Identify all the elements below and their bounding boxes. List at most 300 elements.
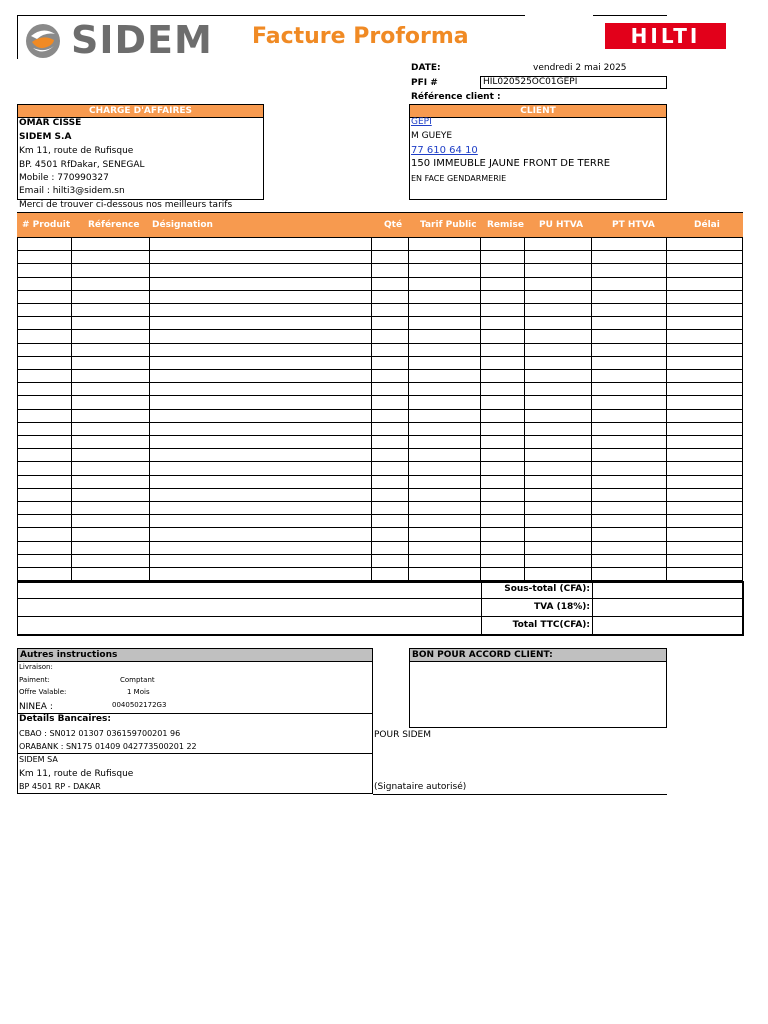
table-cell[interactable] <box>525 291 592 304</box>
table-cell[interactable] <box>667 476 743 489</box>
table-cell[interactable] <box>150 436 372 449</box>
table-cell[interactable] <box>150 568 372 581</box>
client-address1: 150 IMMEUBLE JAUNE FRONT DE TERRE <box>411 158 611 169</box>
table-cell[interactable] <box>72 357 150 370</box>
intro-text: Merci de trouver ci-dessous nos meilleurs tarifs <box>19 200 233 210</box>
table-cell[interactable] <box>592 436 667 449</box>
livraison-label: Livraison: <box>19 663 53 671</box>
table-cell[interactable] <box>525 396 592 409</box>
table-cell[interactable] <box>592 383 667 396</box>
table-cell[interactable] <box>409 383 481 396</box>
table-cell[interactable] <box>409 304 481 317</box>
table-cell[interactable] <box>525 383 592 396</box>
table-cell[interactable] <box>409 357 481 370</box>
table-cell[interactable] <box>72 449 150 462</box>
footer-address: Km 11, route de Rufisque <box>19 769 134 779</box>
charge-bp: BP. 4501 RfDakar, SENEGAL <box>19 160 145 170</box>
table-cell[interactable] <box>592 264 667 277</box>
table-cell[interactable] <box>409 278 481 291</box>
sidem-logo <box>23 18 233 62</box>
table-cell[interactable] <box>72 304 150 317</box>
table-cell[interactable] <box>372 264 409 277</box>
table-cell[interactable] <box>525 449 592 462</box>
table-cell[interactable] <box>525 568 592 581</box>
table-cell[interactable] <box>72 344 150 357</box>
table-cell[interactable] <box>592 251 667 264</box>
table-cell[interactable] <box>481 555 525 568</box>
table-row <box>17 542 743 555</box>
table-cell[interactable] <box>525 238 592 251</box>
table-cell[interactable] <box>525 370 592 383</box>
table-cell[interactable] <box>17 317 72 330</box>
table-cell[interactable] <box>372 344 409 357</box>
table-row <box>17 238 743 251</box>
table-cell[interactable] <box>525 462 592 475</box>
table-cell[interactable] <box>372 528 409 541</box>
signataire-label: (Signataire autorisé) <box>374 782 467 792</box>
table-cell[interactable] <box>525 555 592 568</box>
table-cell[interactable] <box>667 423 743 436</box>
table-cell[interactable] <box>667 291 743 304</box>
table-cell[interactable] <box>150 357 372 370</box>
table-cell[interactable] <box>667 515 743 528</box>
table-cell[interactable] <box>72 370 150 383</box>
table-cell[interactable] <box>150 238 372 251</box>
client-header: CLIENT <box>409 104 667 118</box>
table-cell[interactable] <box>372 383 409 396</box>
hilti-logo <box>605 23 726 49</box>
table-cell[interactable] <box>667 264 743 277</box>
table-cell[interactable] <box>592 476 667 489</box>
table-cell[interactable] <box>409 568 481 581</box>
table-cell[interactable] <box>409 396 481 409</box>
table-row <box>17 436 743 449</box>
table-cell[interactable] <box>592 410 667 423</box>
table-cell[interactable] <box>150 330 372 343</box>
col-header-pt-htva: PT HTVA <box>612 220 655 230</box>
client-name-link[interactable]: GEPI <box>411 117 432 127</box>
table-cell[interactable] <box>481 423 525 436</box>
table-cell[interactable] <box>525 476 592 489</box>
date-value: vendredi 2 mai 2025 <box>533 63 627 73</box>
table-cell[interactable] <box>150 555 372 568</box>
table-cell[interactable] <box>150 410 372 423</box>
table-cell[interactable] <box>481 542 525 555</box>
table-row <box>17 489 743 502</box>
table-cell[interactable] <box>481 264 525 277</box>
table-cell[interactable] <box>481 410 525 423</box>
table-cell[interactable] <box>17 396 72 409</box>
table-cell[interactable] <box>525 264 592 277</box>
table-cell[interactable] <box>372 278 409 291</box>
table-cell[interactable] <box>409 317 481 330</box>
bank-orabank: ORABANK : SN175 01409 042773500201 22 <box>19 742 197 751</box>
table-cell[interactable] <box>592 291 667 304</box>
table-cell[interactable] <box>17 542 72 555</box>
table-cell[interactable] <box>409 410 481 423</box>
table-cell[interactable] <box>409 542 481 555</box>
table-cell[interactable] <box>481 436 525 449</box>
table-cell[interactable] <box>481 304 525 317</box>
table-cell[interactable] <box>409 344 481 357</box>
table-row <box>17 476 743 489</box>
table-row <box>17 449 743 462</box>
table-cell[interactable] <box>592 555 667 568</box>
table-cell[interactable] <box>592 515 667 528</box>
table-cell[interactable] <box>592 502 667 515</box>
table-cell[interactable] <box>592 330 667 343</box>
table-cell[interactable] <box>72 555 150 568</box>
table-cell[interactable] <box>372 304 409 317</box>
offre-value: 1 Mois <box>127 688 150 696</box>
table-cell[interactable] <box>17 291 72 304</box>
table-cell[interactable] <box>525 502 592 515</box>
table-cell[interactable] <box>17 304 72 317</box>
col-header-designation: Désignation <box>152 220 213 230</box>
table-cell[interactable] <box>17 251 72 264</box>
hilti-logo-text: HILTI <box>630 24 701 48</box>
table-cell[interactable] <box>372 330 409 343</box>
table-cell[interactable] <box>667 555 743 568</box>
table-cell[interactable] <box>409 264 481 277</box>
table-cell[interactable] <box>409 291 481 304</box>
table-cell[interactable] <box>372 542 409 555</box>
table-cell[interactable] <box>17 555 72 568</box>
sidem-logo-text: SIDEM <box>71 18 213 62</box>
table-cell[interactable] <box>525 528 592 541</box>
table-cell[interactable] <box>372 357 409 370</box>
table-row <box>17 383 743 396</box>
table-cell[interactable] <box>667 542 743 555</box>
pfi-field[interactable] <box>480 76 667 89</box>
table-cell[interactable] <box>409 476 481 489</box>
table-cell[interactable] <box>372 436 409 449</box>
table-cell[interactable] <box>481 317 525 330</box>
table-cell[interactable] <box>592 396 667 409</box>
table-cell[interactable] <box>372 423 409 436</box>
table-cell[interactable] <box>667 357 743 370</box>
table-cell[interactable] <box>525 251 592 264</box>
date-label: DATE: <box>411 63 441 73</box>
table-cell[interactable] <box>667 370 743 383</box>
table-cell[interactable] <box>17 410 72 423</box>
table-cell[interactable] <box>150 502 372 515</box>
table-cell[interactable] <box>72 436 150 449</box>
table-row <box>17 423 743 436</box>
table-cell[interactable] <box>72 264 150 277</box>
pour-sidem-label: POUR SIDEM <box>374 730 431 740</box>
col-header-delai: Délai <box>694 220 720 230</box>
table-cell[interactable] <box>481 291 525 304</box>
table-cell[interactable] <box>17 330 72 343</box>
table-cell[interactable] <box>17 264 72 277</box>
table-cell[interactable] <box>72 515 150 528</box>
table-cell[interactable] <box>72 410 150 423</box>
table-cell[interactable] <box>592 528 667 541</box>
total-ttc-label: Total TTC(CFA): <box>512 620 590 630</box>
ninea-label: NINEA : <box>19 702 53 712</box>
bank-cbao: CBAO : SN012 01307 036159700201 96 <box>19 729 181 738</box>
table-cell[interactable] <box>17 238 72 251</box>
table-cell[interactable] <box>409 462 481 475</box>
charge-name: OMAR CISSE <box>19 118 82 128</box>
pfi-label: PFI # <box>411 78 438 88</box>
table-cell[interactable] <box>592 317 667 330</box>
table-cell[interactable] <box>72 528 150 541</box>
table-cell[interactable] <box>525 330 592 343</box>
table-cell[interactable] <box>372 568 409 581</box>
table-cell[interactable] <box>481 502 525 515</box>
table-cell[interactable] <box>481 370 525 383</box>
table-cell[interactable] <box>72 238 150 251</box>
table-cell[interactable] <box>481 449 525 462</box>
table-cell[interactable] <box>525 304 592 317</box>
table-cell[interactable] <box>72 278 150 291</box>
table-cell[interactable] <box>17 528 72 541</box>
table-cell[interactable] <box>481 489 525 502</box>
tva-label: TVA (18%): <box>534 602 590 612</box>
table-cell[interactable] <box>667 502 743 515</box>
document-title: Facture Proforma <box>252 24 469 49</box>
table-cell[interactable] <box>525 436 592 449</box>
table-cell[interactable] <box>525 515 592 528</box>
table-cell[interactable] <box>372 449 409 462</box>
table-cell[interactable] <box>667 436 743 449</box>
table-cell[interactable] <box>409 436 481 449</box>
table-cell[interactable] <box>481 383 525 396</box>
table-cell[interactable] <box>72 568 150 581</box>
table-cell[interactable] <box>481 476 525 489</box>
ninea-value: 0040502172G3 <box>112 701 167 709</box>
table-cell[interactable] <box>667 462 743 475</box>
table-cell[interactable] <box>592 357 667 370</box>
table-cell[interactable] <box>72 476 150 489</box>
table-cell[interactable] <box>592 344 667 357</box>
table-cell[interactable] <box>150 515 372 528</box>
table-cell[interactable] <box>72 317 150 330</box>
charge-affaires-header: CHARGE D'AFFAIRES <box>17 104 264 118</box>
table-cell[interactable] <box>72 462 150 475</box>
table-row <box>17 344 743 357</box>
table-cell[interactable] <box>372 396 409 409</box>
table-cell[interactable] <box>592 278 667 291</box>
table-row <box>17 515 743 528</box>
table-cell[interactable] <box>372 251 409 264</box>
client-address2: EN FACE GENDARMERIE <box>411 174 507 183</box>
table-cell[interactable] <box>372 502 409 515</box>
table-cell[interactable] <box>17 489 72 502</box>
offre-label: Offre Valable: <box>19 688 67 696</box>
paiement-label: Paiment: <box>19 676 50 684</box>
table-cell[interactable] <box>372 489 409 502</box>
table-cell[interactable] <box>72 330 150 343</box>
table-cell[interactable] <box>481 278 525 291</box>
table-cell[interactable] <box>525 357 592 370</box>
table-cell[interactable] <box>17 278 72 291</box>
table-cell[interactable] <box>72 383 150 396</box>
table-cell[interactable] <box>150 304 372 317</box>
footer-company: SIDEM SA <box>19 755 58 764</box>
table-cell[interactable] <box>525 542 592 555</box>
table-cell[interactable] <box>150 542 372 555</box>
table-cell[interactable] <box>150 528 372 541</box>
table-cell[interactable] <box>17 344 72 357</box>
table-cell[interactable] <box>72 251 150 264</box>
table-cell[interactable] <box>150 317 372 330</box>
table-cell[interactable] <box>667 449 743 462</box>
table-cell[interactable] <box>481 357 525 370</box>
client-signature-box[interactable] <box>409 661 667 728</box>
table-cell[interactable] <box>667 330 743 343</box>
sidem-swirl-icon <box>23 22 63 60</box>
table-cell[interactable] <box>409 502 481 515</box>
table-cell[interactable] <box>150 264 372 277</box>
table-cell[interactable] <box>17 515 72 528</box>
table-cell[interactable] <box>525 423 592 436</box>
table-row <box>17 462 743 475</box>
table-cell[interactable] <box>17 357 72 370</box>
table-cell[interactable] <box>592 568 667 581</box>
table-cell[interactable] <box>17 370 72 383</box>
table-cell[interactable] <box>409 251 481 264</box>
table-cell[interactable] <box>409 555 481 568</box>
table-cell[interactable] <box>409 489 481 502</box>
table-cell[interactable] <box>17 462 72 475</box>
table-cell[interactable] <box>667 251 743 264</box>
client-contact: M GUEYE <box>411 131 453 141</box>
table-cell[interactable] <box>372 476 409 489</box>
table-cell[interactable] <box>667 317 743 330</box>
paiement-value: Comptant <box>120 676 155 684</box>
pfi-value: HIL020525OC01GEPI <box>483 77 578 87</box>
charge-company: SIDEM S.A <box>19 132 72 142</box>
table-cell[interactable] <box>481 251 525 264</box>
table-row <box>17 251 743 264</box>
table-cell[interactable] <box>481 396 525 409</box>
col-header-reference: Référence <box>88 220 140 230</box>
table-cell[interactable] <box>592 542 667 555</box>
table-cell[interactable] <box>592 370 667 383</box>
table-cell[interactable] <box>409 515 481 528</box>
table-cell[interactable] <box>592 304 667 317</box>
table-cell[interactable] <box>150 291 372 304</box>
table-cell[interactable] <box>150 344 372 357</box>
table-cell[interactable] <box>481 568 525 581</box>
table-cell[interactable] <box>372 410 409 423</box>
table-cell[interactable] <box>525 489 592 502</box>
table-cell[interactable] <box>372 370 409 383</box>
table-cell[interactable] <box>592 423 667 436</box>
table-cell[interactable] <box>150 278 372 291</box>
table-cell[interactable] <box>72 396 150 409</box>
charge-email: Email : hilti3@sidem.sn <box>19 186 125 196</box>
table-cell[interactable] <box>72 542 150 555</box>
table-cell[interactable] <box>372 462 409 475</box>
table-cell[interactable] <box>667 344 743 357</box>
bon-pour-accord-header: BON POUR ACCORD CLIENT: <box>409 648 667 662</box>
table-cell[interactable] <box>481 462 525 475</box>
reference-client-label: Référence client : <box>411 92 501 102</box>
table-cell[interactable] <box>592 449 667 462</box>
table-cell[interactable] <box>150 383 372 396</box>
table-cell[interactable] <box>481 330 525 343</box>
table-cell[interactable] <box>592 489 667 502</box>
table-cell[interactable] <box>667 278 743 291</box>
table-cell[interactable] <box>372 291 409 304</box>
table-cell[interactable] <box>592 462 667 475</box>
bank-details-header: Details Bancaires: <box>19 714 111 724</box>
table-cell[interactable] <box>525 278 592 291</box>
table-cell[interactable] <box>372 555 409 568</box>
table-cell[interactable] <box>150 251 372 264</box>
table-cell[interactable] <box>667 396 743 409</box>
table-cell[interactable] <box>667 568 743 581</box>
table-cell[interactable] <box>481 344 525 357</box>
table-row <box>17 555 743 568</box>
table-row <box>17 502 743 515</box>
table-cell[interactable] <box>667 238 743 251</box>
col-header-tarif-public: Tarif Public <box>420 220 477 230</box>
table-cell[interactable] <box>17 383 72 396</box>
table-cell[interactable] <box>481 528 525 541</box>
table-cell[interactable] <box>150 476 372 489</box>
table-cell[interactable] <box>409 238 481 251</box>
col-header-produit: # Produit <box>22 220 71 230</box>
table-cell[interactable] <box>481 238 525 251</box>
table-cell[interactable] <box>17 436 72 449</box>
table-cell[interactable] <box>525 344 592 357</box>
table-cell[interactable] <box>667 410 743 423</box>
table-cell[interactable] <box>17 502 72 515</box>
table-cell[interactable] <box>150 423 372 436</box>
subtotal-label: Sous-total (CFA): <box>504 584 590 594</box>
table-cell[interactable] <box>150 449 372 462</box>
table-cell[interactable] <box>409 370 481 383</box>
table-cell[interactable] <box>150 462 372 475</box>
table-cell[interactable] <box>150 396 372 409</box>
table-cell[interactable] <box>409 528 481 541</box>
table-cell[interactable] <box>481 515 525 528</box>
table-cell[interactable] <box>667 528 743 541</box>
table-cell[interactable] <box>592 238 667 251</box>
table-cell[interactable] <box>372 317 409 330</box>
table-cell[interactable] <box>525 410 592 423</box>
table-cell[interactable] <box>17 423 72 436</box>
table-cell[interactable] <box>525 317 592 330</box>
table-cell[interactable] <box>667 489 743 502</box>
table-cell[interactable] <box>372 238 409 251</box>
table-cell[interactable] <box>667 304 743 317</box>
table-cell[interactable] <box>17 476 72 489</box>
table-cell[interactable] <box>72 489 150 502</box>
table-cell[interactable] <box>409 423 481 436</box>
table-cell[interactable] <box>372 515 409 528</box>
table-cell[interactable] <box>72 502 150 515</box>
table-cell[interactable] <box>409 330 481 343</box>
table-cell[interactable] <box>72 423 150 436</box>
table-cell[interactable] <box>667 383 743 396</box>
table-cell[interactable] <box>72 291 150 304</box>
client-phone-link[interactable]: 77 610 64 10 <box>411 145 478 156</box>
autres-instructions-header: Autres instructions <box>17 648 373 662</box>
charge-address: Km 11, route de Rufisque <box>19 146 134 156</box>
table-cell[interactable] <box>17 568 72 581</box>
table-cell[interactable] <box>150 370 372 383</box>
table-cell[interactable] <box>409 449 481 462</box>
table-cell[interactable] <box>150 489 372 502</box>
table-row <box>17 357 743 370</box>
table-cell[interactable] <box>17 449 72 462</box>
